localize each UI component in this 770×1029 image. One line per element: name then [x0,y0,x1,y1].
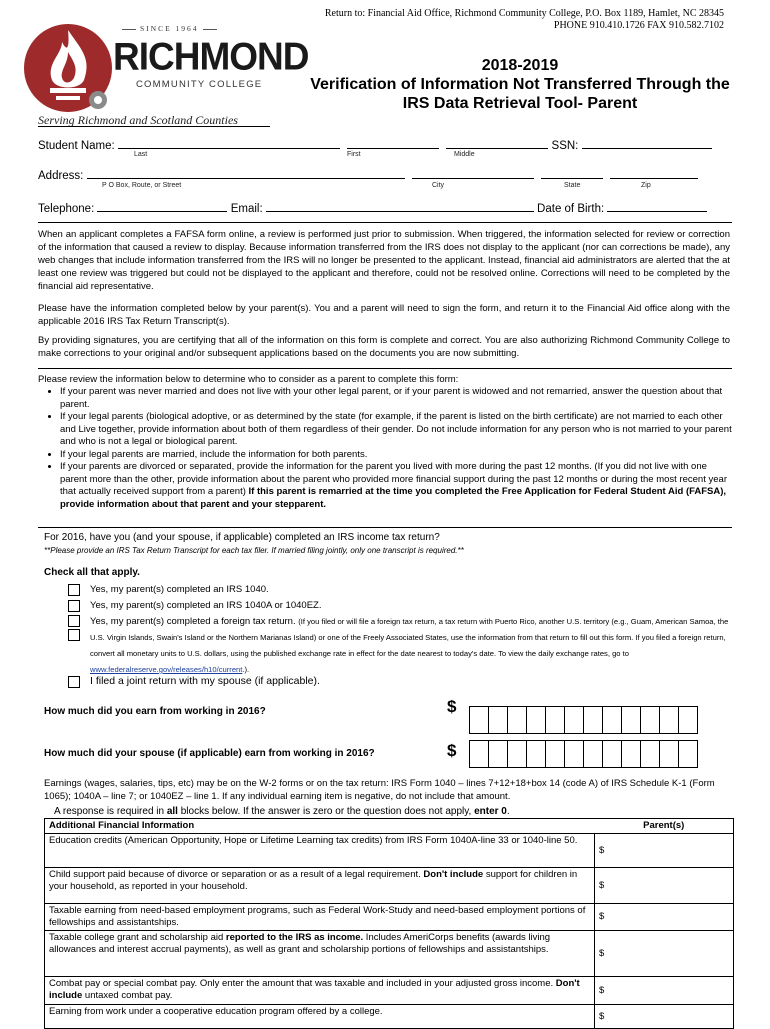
digit-box[interactable] [469,740,489,768]
table-header: Additional Financial Information [45,819,595,834]
student-name-row [38,137,712,152]
row-label [45,834,595,868]
row-text: Taxable college grant and scholarship aid [49,932,226,943]
digit-box[interactable] [602,740,622,768]
digit-box[interactable] [583,740,603,768]
row-text: Child support paid because of divorce or separation or as a result of a legal requirement. [49,869,424,880]
dollar-sign: $ [599,984,605,996]
irs-1040a-checkbox[interactable] [68,600,80,612]
spouse-earnings-question: How much did your spouse (if applicable) earn from working in 2016? [44,748,375,759]
return-line-2: PHONE 910.410.1726 FAX 910.582.7102 [553,20,724,31]
spouse-earnings-boxes[interactable] [470,740,698,768]
parent-amount-field[interactable] [595,977,734,1005]
foreign-return-text: Yes, my parent(s) completed a foreign tax return. [90,616,296,627]
irs-1040-checkbox[interactable] [68,584,80,596]
digit-box[interactable] [469,706,489,734]
row-text: Includes AmeriCorps benefits (awards living allowances and interest accrual payments), as well as grant and scholarship portions of fellowships and assistantships. [49,932,551,955]
row-text: support for children in your household, as reported in your household. [49,869,578,892]
city-caption: City [432,182,445,189]
parent-rules-list [38,386,732,511]
email-field[interactable] [266,200,534,212]
last-name-field[interactable] [118,137,340,149]
return-line-1: Return to: Financial Aid Office, Richmond Community College, P.O. Box 1189, Hamlet, NC 28345 [324,8,724,19]
earnings-note: Earnings (wages, salaries, tips, etc) may be on the W-2 forms or on the tax return: IRS Form 1040 – lines 7+12+18+box 14 (code A) of IRS Schedule K-1 (Form 1065); 1040A – line 7; or 1040EZ – line 1. If any individual earning item is negative, do not include that amount. [44,778,715,802]
digit-box[interactable] [640,740,660,768]
telephone-label: Telephone: [38,203,95,215]
required-text: . [506,806,510,817]
digit-box[interactable] [545,740,565,768]
digit-box[interactable] [564,740,584,768]
parent-amount-field[interactable] [595,834,734,868]
dollar-sign: $ [447,741,457,760]
bullet-text: If your parents are divorced or separated, provide the information for the parent you lived with more during the past 12 months. (If you did not live with one parent more than the other, provide information about the parent who provided more financial support during the past 12 months or during the most recent year that actually received support from a parent) [60,461,727,497]
irs-1040a-label: Yes, my parent(s) completed an IRS 1040A or 1040EZ. [90,600,322,611]
last-caption: Last [134,151,148,158]
row-text: Combat pay or special combat pay. Only enter the amount that was taxable and included in your adjusted gross income. [49,978,556,989]
digit-box[interactable] [526,740,546,768]
zip-caption: Zip [641,182,651,189]
list-item: • If your legal parents (biological adoptive, or as determined by the state (for example, if the parent is listed on the birth certificate) are not married to each other and Live together, provide information about both of them regardless of their gender. Do not include information for any person who is not married to your parent and who is not a legal or biological parent. [60,411,732,449]
your-earnings-boxes[interactable] [470,706,698,734]
dollar-sign: $ [599,911,605,922]
digit-box[interactable] [488,706,508,734]
return-address [310,8,724,32]
transcript-note: **Please provide an IRS Tax Return Transcript for each tax filer. If married filing jointly, only one transcript is required.** [44,546,464,555]
serving-tagline: Serving Richmond and Scotland Counties [38,113,238,127]
intro-paragraph-1: When an applicant completes a FAFSA form online, a review is performed just prior to submission. When triggered, the information selected for review or correction of the information that caused a review to display. Because information transferred from the IRS does not display to the applicant (nor can corrections be made), any web changes that include information transferred from the IRS will no longer be presented to the applicant. Instead, financial aid administrators are alerted that the at least one review was triggered but could not be displayed to the applicant and therefore, could not be resolved online. Corrections will need to be completed by the financial aid representative. [38,229,730,292]
table-row [45,931,734,977]
dollar-sign: $ [599,1010,605,1022]
state-caption: State [564,182,581,189]
row-emphasis: Don't include [49,978,580,1001]
federal-reserve-link[interactable]: www.federalreserve.gov/releases/h10/current [90,665,243,674]
dollar-sign: $ [599,879,605,891]
row-label [45,1005,595,1029]
additional-financial-table [44,818,734,1029]
logo-name: RICHMOND [113,34,309,78]
student-name-label: Student Name: [38,140,115,152]
email-label: Email: [230,203,263,215]
list-item: • If your parent was never married and does not live with your other legal parent, or if your parent is widowed and not remarried, answer the question about that parent. [60,386,732,411]
title-line-3: IRS Data Retrieval Tool- Parent [402,95,638,112]
header-divider [38,126,270,127]
foreign-return-label [90,614,730,678]
parent-amount-field[interactable] [595,1005,734,1029]
divider [38,527,732,528]
ssn-label: SSN: [551,140,579,152]
row-emphasis: reported to the IRS as income. [225,932,364,943]
form-title [300,56,740,113]
digit-box[interactable] [526,706,546,734]
row-label [45,868,595,904]
dob-label: Date of Birth: [537,203,605,215]
parent-amount-field[interactable] [595,931,734,977]
irs-1040-label: Yes, my parent(s) completed an IRS 1040. [90,584,269,595]
tax-question: For 2016, have you (and your spouse, if applicable) completed an IRS income tax return? [44,532,440,543]
row-label [45,931,595,977]
dollar-sign: $ [599,947,605,959]
row-text: untaxed combat pay. [82,990,173,1001]
digit-box[interactable] [602,706,622,734]
remarried-note: If this parent is remarried at the time you completed the Free Application for Federal Student Aid (FAFSA), provide information about that parent and your stepparent. [60,486,727,510]
digit-box[interactable] [678,740,698,768]
review-lead: Please review the information below to determine who to consider as a parent to complete this form: [38,374,459,385]
list-item: • If your legal parents are married, include the information for both parents. [60,449,732,462]
digit-box[interactable] [621,706,641,734]
divider [38,222,732,223]
your-earnings-question: How much did you earn from working in 2016? [44,706,266,717]
dollar-sign: $ [447,697,457,716]
middle-caption: Middle [454,151,475,158]
check-all-label: Check all that apply. [44,567,140,578]
first-name-field[interactable] [347,137,439,149]
parents-column-header: Parent(s) [595,819,734,834]
digit-box[interactable] [640,706,660,734]
digit-box[interactable] [507,706,527,734]
row-label [45,977,595,1005]
table-row [45,868,734,904]
row-text: Earning from work under a cooperative education program offered by a college. [49,1006,383,1017]
link-end: .). [242,665,250,674]
title-year: 2018-2019 [481,57,559,74]
list-item [60,461,732,511]
table-row [45,834,734,868]
title-line-2: Verification of Information Not Transferred Through the [310,76,730,93]
required-note [54,806,510,817]
foreign-return-checkbox[interactable] [68,615,80,627]
digit-box[interactable] [659,740,679,768]
middle-name-field[interactable] [446,137,548,149]
city-field[interactable] [412,167,534,179]
required-all: all [166,806,178,817]
parent-amount-field[interactable] [595,868,734,904]
required-text: A response is required in [54,806,167,817]
address-row [38,167,698,182]
digit-box[interactable] [678,706,698,734]
telephone-field[interactable] [97,200,227,212]
intro-paragraph-3: By providing signatures, you are certifying that all of the information on this form is complete and correct. You are also authorizing Richmond Community College to make corrections to your original and/or subsequent applications based on the documents you are now submitting. [38,335,730,359]
joint-return-checkbox[interactable] [68,676,80,688]
digit-box[interactable] [621,740,641,768]
row-text: Taxable earning from need-based employment programs, such as Federal Work-Study and need-based employment portions of fellowships and assistantships. [49,905,586,928]
college-logo [22,18,114,116]
required-text: blocks below. If the answer is zero or the question does not apply, [177,806,475,817]
contact-row [38,200,707,215]
intro-paragraph-2: Please have the information completed below by your parent(s). You and a parent will need to sign the form, and return it to the Financial Aid office along with the applicable 2016 IRS Tax Return Transcript(s). [38,303,730,327]
street-caption: P O Box, Route, or Street [102,182,182,189]
dob-field[interactable] [607,200,707,212]
foreign-return-instructions: (If you filed or will file a foreign tax return, a tax return with Puerto Rico, another U.S. territory (e.g., Guam, American Samoa, the U.S. Virgin Islands, Swain's Island or the Northern Marianas Island) or one of the Freely Associated States, use the information from that return to fill out this form. If you filed a foreign return, convert all monetary units to U.S. dollars, using the published exchange rate in effect for the date nearest to today's date. To view the daily exchange rates, go to [90,617,729,658]
ssn-field[interactable] [582,137,712,149]
table-row [45,1005,734,1029]
digit-box[interactable] [488,740,508,768]
digit-box[interactable] [507,740,527,768]
address-label: Address: [38,170,84,182]
table-row [45,977,734,1005]
digit-box[interactable] [564,706,584,734]
first-caption: First [347,151,361,158]
table-row [45,904,734,931]
dollar-sign: $ [599,844,605,856]
street-field[interactable] [87,167,405,179]
divider [38,368,732,369]
logo-subtitle: COMMUNITY COLLEGE [136,79,263,90]
foreign-return-checkbox-2[interactable] [68,629,80,641]
row-label [45,904,595,931]
digit-box[interactable] [583,706,603,734]
zip-field[interactable] [610,167,698,179]
row-emphasis: Don't include [423,869,484,880]
joint-return-label: I filed a joint return with my spouse (if applicable). [90,675,320,687]
row-text: Education credits (American Opportunity, Hope or Lifetime Learning tax credits) from IRS Form 1040A-line 33 or 1040-line 50. [49,835,578,846]
required-zero: enter 0 [474,806,507,817]
logo-since: SINCE 1964 [118,24,221,33]
digit-box[interactable] [659,706,679,734]
digit-box[interactable] [545,706,565,734]
table-header-row [45,819,734,834]
parent-amount-field[interactable] [595,904,734,931]
state-field[interactable] [541,167,603,179]
